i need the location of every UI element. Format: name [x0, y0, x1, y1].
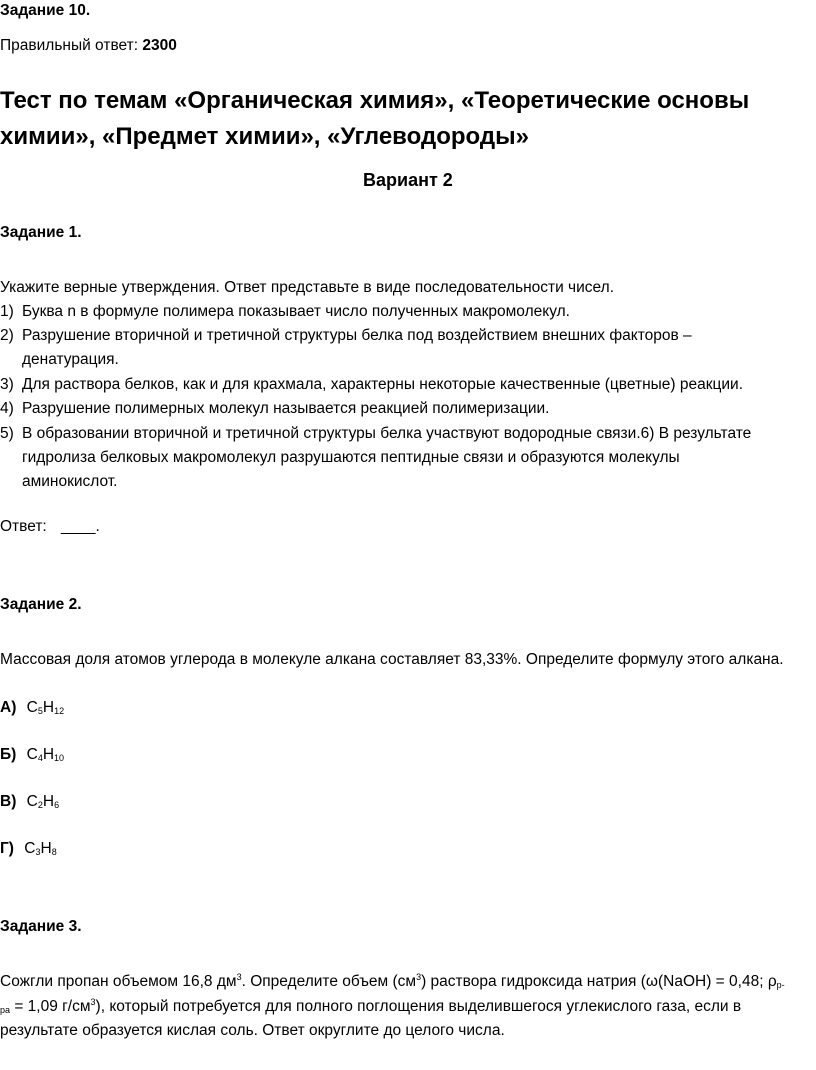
answer-option-letter: Б)	[0, 746, 17, 763]
formula: $C_5H_{12}$	[26, 699, 65, 716]
task1-answer	[0, 518, 100, 536]
formula: $C_2H_6$	[26, 793, 60, 810]
list-item-text: гидролиза белковых макромолекул разрушаются пептидные связи и образуются молекулы	[22, 449, 680, 466]
test-title-line1: Тест по темам «Органическая химия», «Теоретические основы	[0, 87, 750, 114]
answer-option-letter: В)	[0, 793, 17, 810]
list-item-text: Буква n в формуле полимера показывает число полученных макромолекул.	[22, 303, 570, 320]
list-item-text: денатурация.	[22, 351, 119, 368]
task3-line3: результате образуется кислая соль. Ответ округлите до целого числа.	[0, 1022, 505, 1039]
list-item-number: 5)	[0, 425, 14, 442]
list-item-text: Разрушение полимерных молекул называется реакцией полимеризации.	[22, 400, 550, 417]
answer-option	[0, 840, 57, 858]
task3-heading: Задание 3.	[0, 918, 82, 935]
prev-task-answer	[0, 37, 177, 55]
task2-heading: Задание 2.	[0, 596, 82, 613]
task1-answer-blank: ____.	[61, 518, 100, 535]
formula: $C_3H_8$	[24, 840, 57, 857]
task3-line1: Сожгли пропан объемом 16,8 $дм^3$. Определите объем $(см^3)$ раствора гидроксида натрия (ω(NaOH) = 0,48; $\rho_{р-}$	[0, 972, 785, 990]
list-item-number: 1)	[0, 303, 14, 320]
prev-task-answer-label: Правильный ответ:	[0, 37, 139, 54]
formula: $C_4H_{10}$	[26, 746, 65, 763]
answer-option	[0, 793, 59, 811]
list-item-text: аминокислот.	[22, 473, 118, 490]
prev-task-answer-value: 2300	[142, 37, 177, 54]
list-item-text: Для раствора белков, как и для крахмала, характерны некоторые качественные (цветные) реакции.	[22, 376, 744, 393]
answer-option-letter: А)	[0, 699, 17, 716]
task2-question: Массовая доля атомов углерода в молекуле алкана составляет 83,33%. Определите формулу этого алкана.	[0, 651, 784, 668]
list-item-text: В образовании вторичной и третичной структуры белка участвуют водородные связи.6) В результате	[22, 425, 752, 442]
answer-option	[0, 699, 64, 717]
list-item-text: Разрушение вторичной и третичной структуры белка под воздействием внешних факторов –	[22, 327, 692, 344]
answer-option	[0, 746, 64, 764]
task1-heading: Задание 1.	[0, 224, 82, 241]
variant-title: Вариант 2	[363, 170, 453, 190]
list-item-number: 3)	[0, 376, 14, 393]
test-title-line2: химии», «Предмет химии», «Углеводороды»	[0, 123, 529, 150]
task1-answer-label: Ответ:	[0, 518, 47, 535]
task3-line2: $_{ра}$ = 1,09 $г/см^3$), который потребуется для полного поглощения выделившегося углекислого газа, если в	[0, 997, 742, 1015]
prev-task-heading: Задание 10.	[0, 2, 91, 19]
list-item-number: 4)	[0, 400, 14, 417]
list-item-number: 2)	[0, 327, 14, 344]
answer-option-letter: Г)	[0, 840, 14, 857]
task1-intro: Укажите верные утверждения. Ответ представьте в виде последовательности чисел.	[0, 279, 614, 296]
